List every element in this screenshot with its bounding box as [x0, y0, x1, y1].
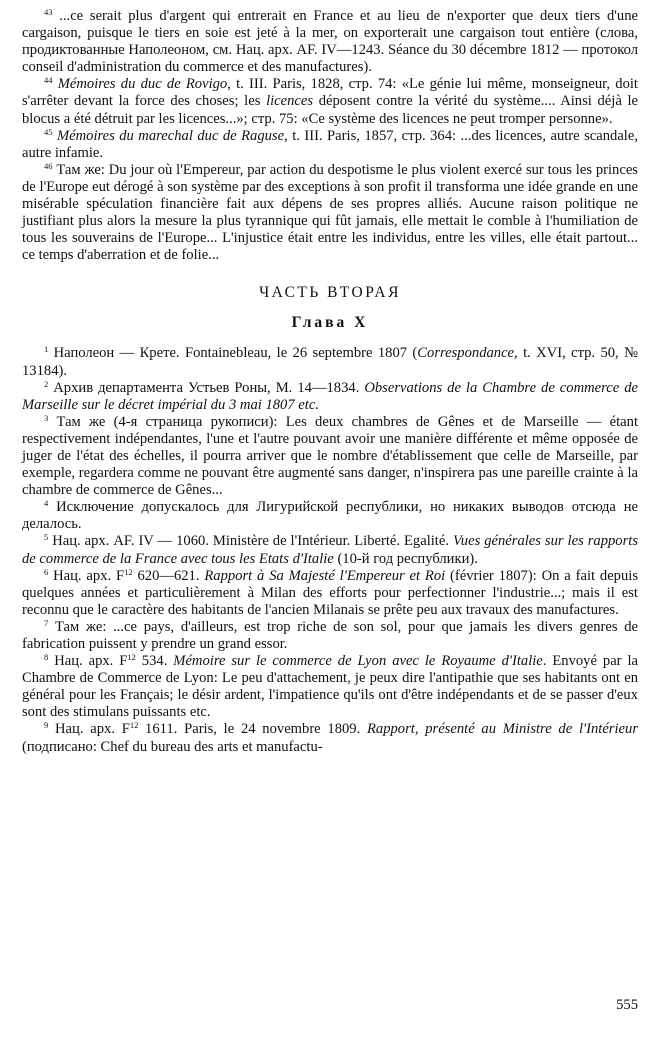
footnote-text: Нац. арх. F [53, 567, 125, 584]
footnote-text: Нац. арх. AF. IV — 1060. Ministère de l'Intérieur. Liberté. Egalité. [52, 533, 453, 550]
page-body [22, 8, 638, 756]
footnote-number: 44 [44, 75, 53, 86]
footnote-italic-text: Correspondance [417, 345, 515, 362]
footnote-number: 2 [44, 378, 49, 389]
part-heading: ЧАСТЬ ВТОРАЯ [259, 284, 401, 302]
footnote-text: 1611. Paris, le 24 novembre 1809. [138, 721, 367, 738]
footnote-text: , t. III. Paris, 1857, стр. 364: ...des licences, autre scandale, autre infamie. [22, 127, 638, 161]
footnote [22, 619, 638, 653]
footnote-italic-text: Rapport, présenté au Ministre de l'Intérieur [367, 721, 638, 738]
footnote-number: 8 [44, 652, 49, 663]
footnote [22, 568, 638, 619]
chapter-footnotes [22, 345, 638, 755]
footnote-number: 5 [44, 532, 49, 543]
page-number: 555 [616, 997, 638, 1013]
footnote-number: 1 [44, 344, 49, 355]
footnote-number: 9 [44, 720, 49, 731]
footnote-superscript: 12 [129, 720, 139, 731]
footnote-number: 43 [44, 7, 53, 17]
footnote-text: Исключение допускалось для Лигурийской республики, но никаких выводов отсюда не делалось. [22, 499, 638, 533]
footnote-number: 7 [44, 617, 49, 628]
footnote [22, 380, 638, 414]
footnote [22, 414, 638, 499]
footnote-text: . Envoyé par la Chambre de Commerce de Lyon: Le peu d'attachement, je peux dire l'antipathie que ses habitants ont en général pour les Français; le désir ardent, l'impatience qu'ils ont d'être indépendants et de se passer d'eux sont des stimulans puissants etc. [22, 653, 639, 721]
footnote-text: Там же: ...ce pays, d'ailleurs, est trop riche de son sol, pour que jamais les divers genres de fabrication puissent y prendre un grand essor. [22, 618, 638, 652]
footnote [22, 345, 638, 379]
footnote [22, 721, 638, 755]
footnote-text: 534. [135, 653, 174, 670]
footnote-number: 6 [44, 566, 49, 577]
footnotes-continued [22, 8, 638, 264]
footnote-italic-text: Mémoires du marechal duc de Raguse [56, 127, 285, 144]
footnote [22, 533, 638, 567]
footnote-italic-text: Rapport à Sa Majesté l'Empereur et Roi [204, 567, 446, 584]
footnote-text: Нац. арх. F [55, 721, 130, 738]
footnote-text: Там же (4-я страница рукописи): Les deux chambres de Gênes et de Marseille — étant respectivement indépendantes, l'une et l'autre pouvant avoir une manière différente et même opposée de juger de l'état des échelles, il pourra arriver que le nombre d'établissement que celle de Marseille, par exemple, regardera comme ne pouvant être augmenté sans danger, n'inspirera pas une pareille crainte à la chambre de commerce de Gênes... [22, 413, 638, 499]
footnote-superscript: 12 [124, 566, 133, 577]
footnote-number: 45 [44, 126, 53, 137]
footnote-number: 46 [44, 160, 53, 171]
footnote [22, 8, 638, 76]
footnote-text: Нац. арх. F [54, 653, 128, 670]
footnote-text: Наполеон — Крете. Fontainebleau, le 26 septembre 1807 ( [53, 345, 418, 362]
footnote-text: ...ce serait plus d'argent qui entrerait en France et au lieu de n'exporter que deux tiers d'une cargaison, puisque le tiers en soie est jeté à la mer, on exporterait une cargaison tout entière (слова, продиктованные Наполеоном, см. Нац. арх. AF. IV—1243. Séance du 30 décembre 1812 — протокол conseil d'administration du commerce et des manufactures). [22, 8, 638, 76]
footnote-text: Архив департамента Устьев Роны, M. 14—1834. [53, 379, 365, 396]
footnote-text: Там же: Du jour où l'Empereur, par action du despotisme le plus violent exercé sur tous les princes de l'Europe eut dérogé à son système par des exceptions à son profit il transforma une idée grande en une misérable spéculation financière fait aux dépens de ses propres alliés. Aucune raison politique ne justifiant plus alors la mesure la plus tyrannique qui fût jamais, elle mettait le comble à l'humiliation de tous les souverains de l'Europe... L'injustice était entre les individus, entre les villes, elle était partout... ce temps d'aberration et de folie... [22, 161, 638, 264]
footnote-text: , t. XVI, стр. 50, № 13184). [22, 345, 638, 379]
footnote-italic-text: Mémoires du duc de Rovigo [57, 76, 228, 93]
footnote-italic-text: Vues générales sur les rapports de commerce de la France avec tous les Etats d'Italie [22, 533, 638, 567]
chapter-heading: Глава X [291, 314, 369, 332]
footnote [22, 653, 638, 721]
footnote-text: (подписано: Chef du bureau des arts et manufactu- [22, 738, 323, 755]
footnote-italic-text: licences [266, 93, 314, 110]
footnote-text: (10-й год республики). [333, 550, 478, 567]
footnote-text: déposent contre la vérité du système.... Ainsi déjà le blocus a été détruit par les licences...»; стр. 75: «Ce système des licences ne peut tromper personne». [22, 93, 638, 127]
footnote-text: 620—621. [132, 567, 205, 584]
footnote-number: 3 [44, 412, 49, 423]
footnote-text: (février 1807): On a fait depuis quelques années et particulièrement à Milan des efforts pour perfectionner l'industrie...; mais il est reconnu que le caractère des habitants de l'ancien Milanais se prête peu aux travaux des manufactures. [22, 567, 639, 618]
footnote [22, 76, 638, 127]
footnote [22, 128, 638, 162]
footnote-italic-text: Mémoire sur le commerce de Lyon avec le Royaume d'Italie [173, 653, 543, 670]
footnote-superscript: 12 [127, 652, 136, 663]
footnote-text: , t. III. Paris, 1828, стр. 74: «Le génie lui même, monseigneur, doit s'arrêter devant la force des choses; les [22, 76, 638, 110]
footnote-italic-text: Observations de la Chambre de commerce de Marseille sur le décret impérial du 3 mai 1807 etc. [22, 379, 638, 413]
footnote [22, 162, 638, 265]
footnote-number: 4 [44, 498, 49, 509]
footnote [22, 499, 638, 533]
